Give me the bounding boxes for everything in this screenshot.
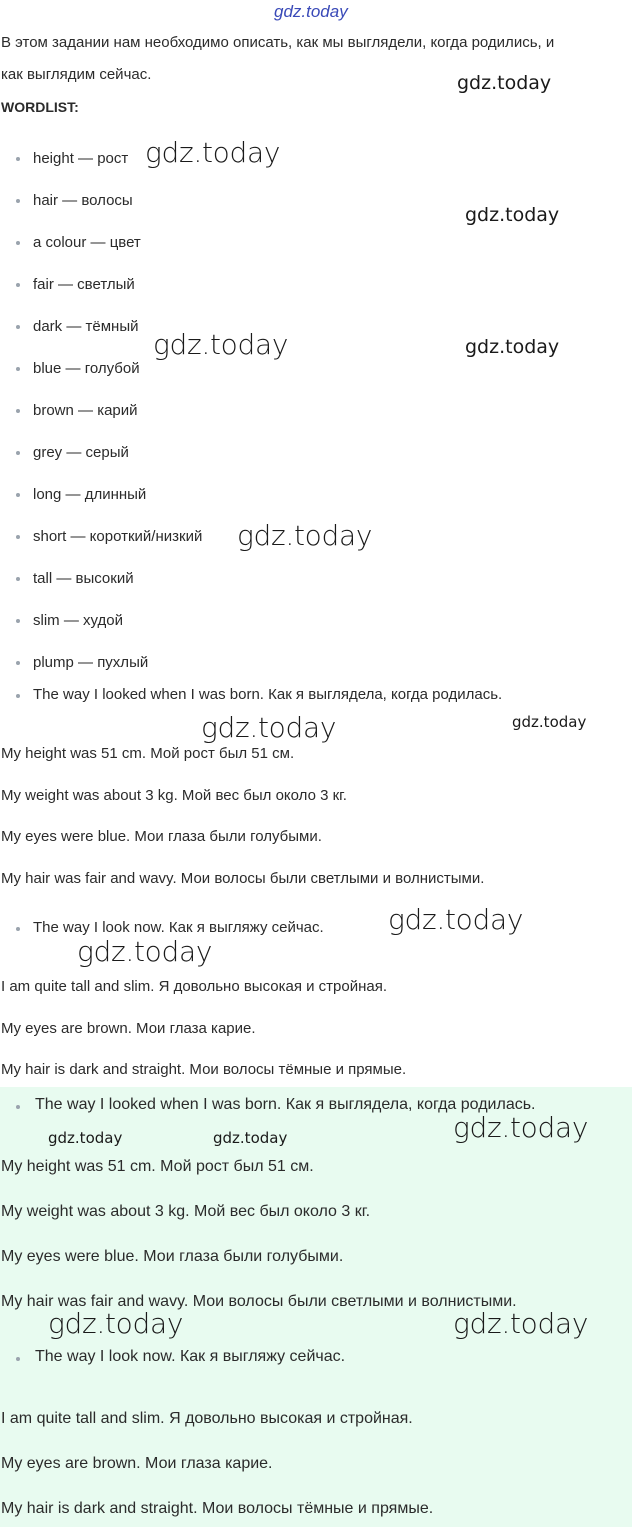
born-line: My weight was about 3 kg. Мой вес был около 3 кг.	[1, 787, 347, 804]
born-line: My hair was fair and wavy. Мои волосы были светлыми и волнистыми.	[1, 870, 485, 887]
bullet-dot	[16, 409, 20, 413]
watermark: gdz.today	[465, 204, 560, 226]
now-line: My hair is dark and straight. Мои волосы тёмные и прямые.	[1, 1061, 407, 1078]
watermark: gdz.today	[213, 1129, 288, 1147]
bullet-dot	[16, 694, 20, 698]
watermark: gdz.today	[457, 72, 552, 94]
intro-line-2: как выглядим сейчас.	[1, 66, 152, 83]
bullet-dot	[16, 661, 20, 665]
list-item: fair — светлый	[33, 276, 135, 293]
bullet-dot	[16, 577, 20, 581]
list-item: tall — высокий	[33, 570, 134, 587]
bullet-dot	[16, 493, 20, 497]
watermark: gdz.today	[145, 136, 281, 169]
list-item: hair — волосы	[33, 192, 133, 209]
born-line: My eyes were blue. Мои глаза были голубыми.	[1, 828, 322, 845]
watermark: gdz.today	[153, 328, 289, 361]
watermark: gdz.today	[201, 711, 337, 744]
watermark: gdz.today	[512, 713, 587, 731]
now-heading: The way I look now. Как я выгляжу сейчас.	[33, 919, 324, 936]
bullet-dot	[16, 619, 20, 623]
born-line: My height was 51 cm. Мой рост был 51 см.	[1, 745, 295, 762]
watermark: gdz.today	[388, 903, 524, 936]
bullet-dot	[16, 199, 20, 203]
green-now-heading: The way I look now. Как я выгляжу сейчас.	[35, 1348, 346, 1365]
list-item: slim — худой	[33, 612, 123, 629]
now-line: My eyes are brown. Мои глаза карие.	[1, 1020, 256, 1037]
list-item: a colour — цвет	[33, 234, 141, 251]
watermark: gdz.today	[48, 1307, 184, 1340]
bullet-dot	[16, 535, 20, 539]
watermark: gdz.today	[77, 935, 213, 968]
list-item: long — длинный	[33, 486, 147, 503]
green-born-line: My eyes were blue. Мои глаза были голубыми.	[1, 1248, 344, 1265]
watermark: gdz.today	[465, 336, 560, 358]
bullet-dot	[16, 157, 20, 161]
list-item: The way I looked when I was born. Как я выглядела, когда родилась.	[33, 686, 503, 703]
bullet-dot	[16, 927, 20, 931]
green-now-line: My hair is dark and straight. Мои волосы тёмные и прямые.	[1, 1500, 434, 1517]
green-born-line: My height was 51 cm. Мой рост был 51 см.	[1, 1158, 314, 1175]
bullet-dot	[16, 283, 20, 287]
list-item: height — рост	[33, 150, 129, 167]
list-item: dark — тёмный	[33, 318, 139, 335]
bullet-dot	[16, 325, 20, 329]
list-item: plump — пухлый	[33, 654, 149, 671]
intro-line-1: В этом задании нам необходимо описать, как мы выглядели, когда родились, и	[1, 34, 555, 51]
list-item: short — короткий/низкий	[33, 528, 203, 545]
bullet-dot	[16, 1105, 20, 1109]
bullet-dot	[16, 367, 20, 371]
watermark: gdz.today	[453, 1111, 589, 1144]
bullet-dot	[16, 1357, 20, 1361]
list-item: brown — карий	[33, 402, 138, 419]
bullet-dot	[16, 241, 20, 245]
wordlist-title: WORDLIST:	[1, 99, 79, 115]
bullet-dot	[16, 451, 20, 455]
site-logo-link[interactable]: gdz.today	[274, 2, 348, 21]
watermark: gdz.today	[453, 1307, 589, 1340]
list-item: blue — голубой	[33, 360, 140, 377]
now-line: I am quite tall and slim. Я довольно высокая и стройная.	[1, 978, 388, 995]
green-born-line: My weight was about 3 kg. Мой вес был около 3 кг.	[1, 1203, 371, 1220]
green-born-line: My hair was fair and wavy. Мои волосы были светлыми и волнистыми.	[1, 1293, 517, 1310]
list-item: grey — серый	[33, 444, 129, 461]
watermark: gdz.today	[237, 519, 373, 552]
green-born-heading: The way I looked when I was born. Как я выглядела, когда родилась.	[35, 1096, 536, 1113]
watermark: gdz.today	[48, 1129, 123, 1147]
green-now-line: My eyes are brown. Мои глаза карие.	[1, 1455, 273, 1472]
green-now-line: I am quite tall and slim. Я довольно высокая и стройная.	[1, 1410, 413, 1427]
